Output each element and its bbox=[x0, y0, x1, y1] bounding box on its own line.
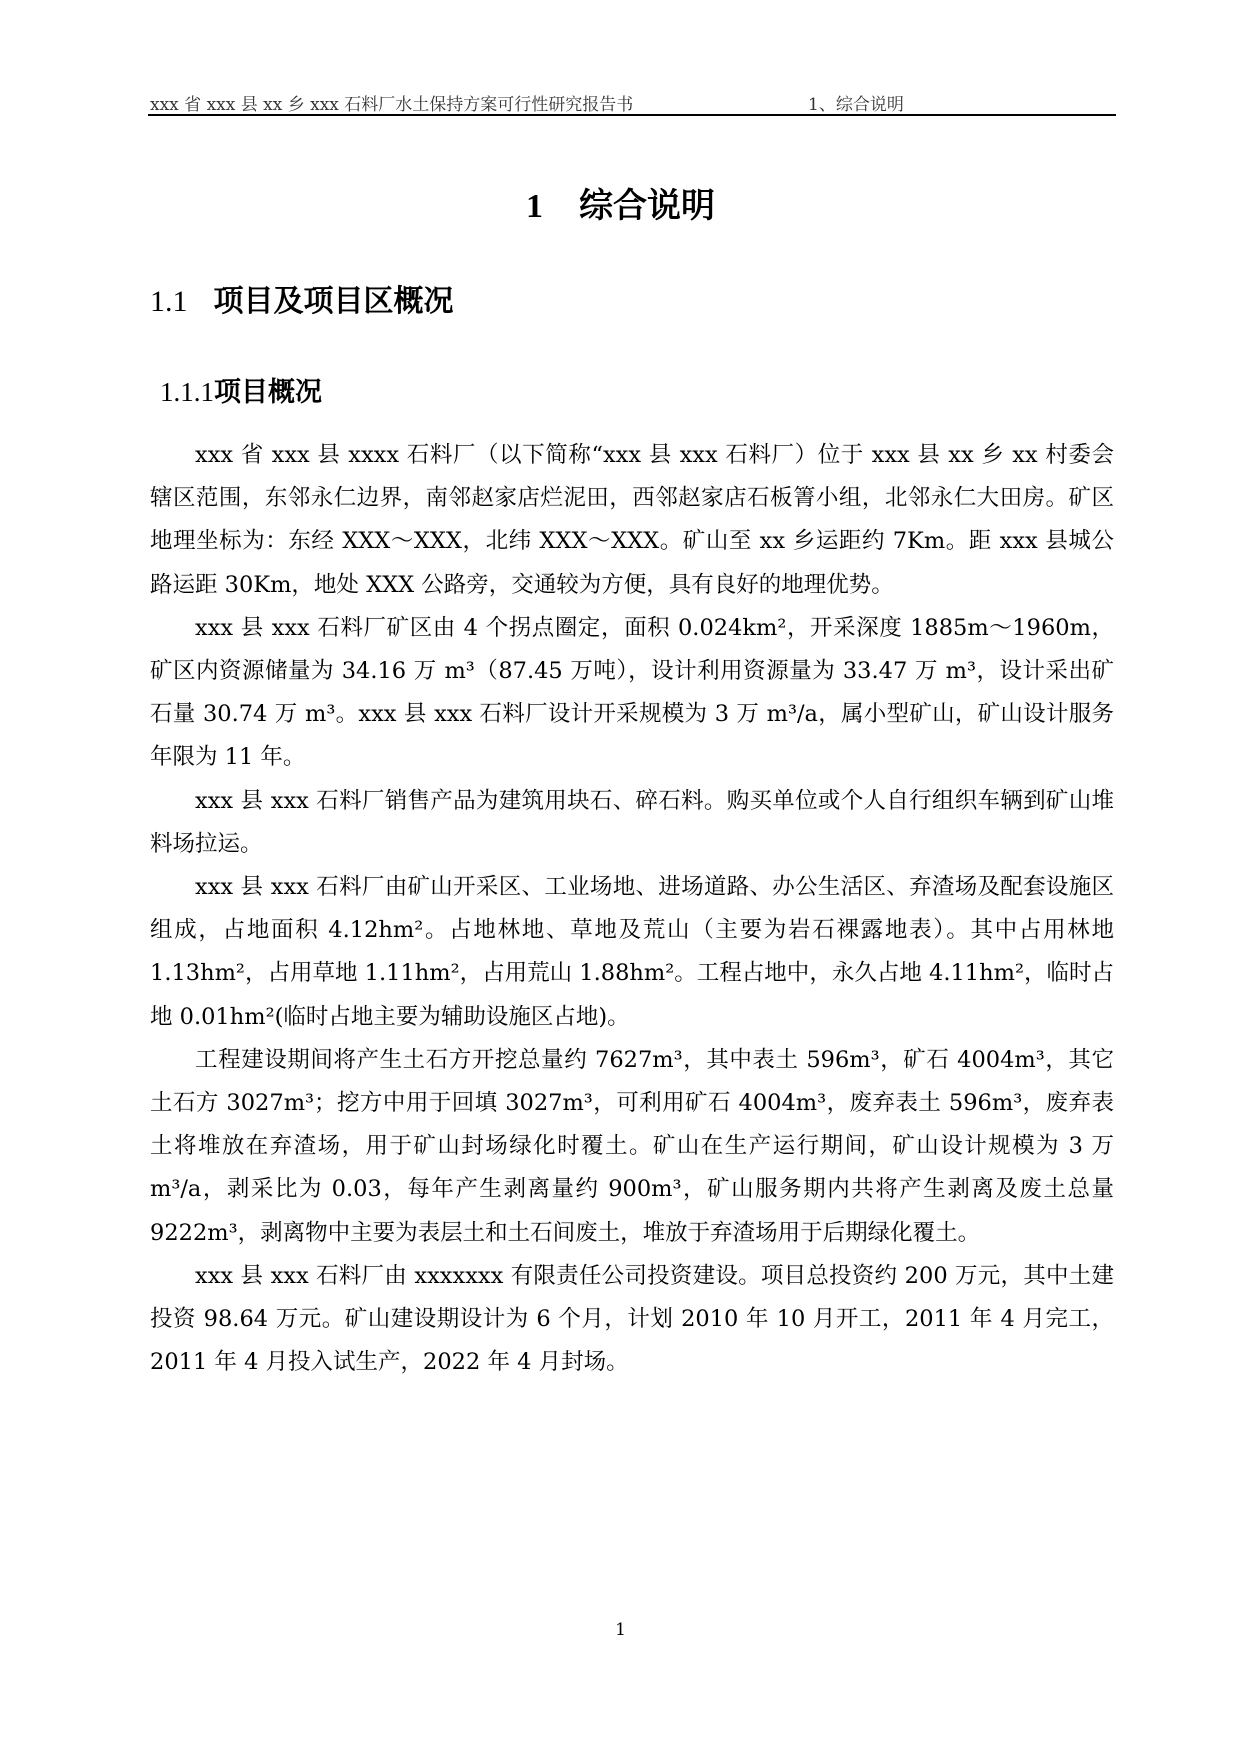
header-chapter-label: 1、综合说明 bbox=[808, 95, 904, 115]
chapter-heading bbox=[0, 178, 1241, 227]
paragraph: xxx 县 xxx 石料厂销售产品为建筑用块石、碎石料。购买单位或个人自行组织车辆到矿山堆料场拉运。 bbox=[150, 787, 1114, 857]
body-text bbox=[150, 434, 1114, 1384]
subsection-title: 项目概况 bbox=[214, 377, 322, 408]
paragraph: xxx 县 xxx 石料厂矿区由 4 个拐点圈定，面积 0.024km²，开采深度 1885m～1960m，矿区内资源储量为 34.16 万 m³（87.45 万吨），设计利用资源量为 33.47 万 m³，设计采出矿石量 30.74 万 m³。xxx 县 xxx 石料厂设计开采规模为 3 万 m³/a，属小型矿山，矿山设计服务年限为 11 年。 bbox=[150, 614, 1114, 771]
running-header bbox=[148, 84, 1116, 116]
header-document-title: xxx 省 xxx 县 xx 乡 xxx 石料厂水土保持方案可行性研究报告书 bbox=[150, 95, 634, 115]
section-title: 项目及项目区概况 bbox=[213, 284, 454, 319]
paragraph: xxx 县 xxx 石料厂由 xxxxxxx 有限责任公司投资建设。项目总投资约 200 万元，其中土建投资 98.64 万元。矿山建设期设计为 6 个月，计划 2010 年 10 月开工，2011 年 4 月完工，2011 年 4 月投入试生产，2022 年 4 月封场。 bbox=[150, 1262, 1114, 1376]
page-number: 1 bbox=[615, 1620, 626, 1640]
section-number: 1.1 bbox=[150, 285, 188, 318]
subsection-heading bbox=[160, 370, 322, 409]
chapter-title: 综合说明 bbox=[579, 186, 715, 226]
subsection-number: 1.1.1 bbox=[160, 377, 214, 407]
paragraph: 工程建设期间将产生土石方开挖总量约 7627m³，其中表土 596m³，矿石 4004m³，其它土石方 3027m³；挖方中用于回填 3027m³，可利用矿石 4004m³，废弃表土 596m³，废弃表土将堆放在弃渣场，用于矿山封场绿化时覆土。矿山在生产运行期间，矿山设计规模为 3 万 m³/a，剥采比为 0.03，每年产生剥离量约 900m³，矿山服务期内共将产生剥离及废土总量 9222m³，剥离物中主要为表层土和土石间废土，堆放于弃渣场用于后期绿化覆土。 bbox=[150, 1046, 1114, 1246]
paragraph: xxx 省 xxx 县 xxxx 石料厂（以下简称“xxx 县 xxx 石料厂）位于 xxx 县 xx 乡 xx 村委会辖区范围，东邻永仁边界，南邻赵家店烂泥田，西邻赵家店石板箐小组，北邻永仁大田房。矿区地理坐标为：东经 XXX～XXX，北纬 XXX～XXX。矿山至 xx 乡运距约 7Km。距 xxx 县城公路运距 30Km，地处 XXX 公路旁，交通较为方便，具有良好的地理优势。 bbox=[150, 442, 1114, 598]
chapter-number: 1 bbox=[526, 188, 543, 225]
paragraph: xxx 县 xxx 石料厂由矿山开采区、工业场地、进场道路、办公生活区、弃渣场及配套设施区组成，占地面积 4.12hm²。占地林地、草地及荒山（主要为岩石裸露地表）。其中占用林地 1.13hm²，占用草地 1.11hm²，占用荒山 1.88hm²。工程占地中，永久占地 4.11hm²，临时占地 0.01hm²(临时占地主要为辅助设施区占地)。 bbox=[150, 874, 1114, 1030]
section-heading bbox=[150, 276, 454, 320]
